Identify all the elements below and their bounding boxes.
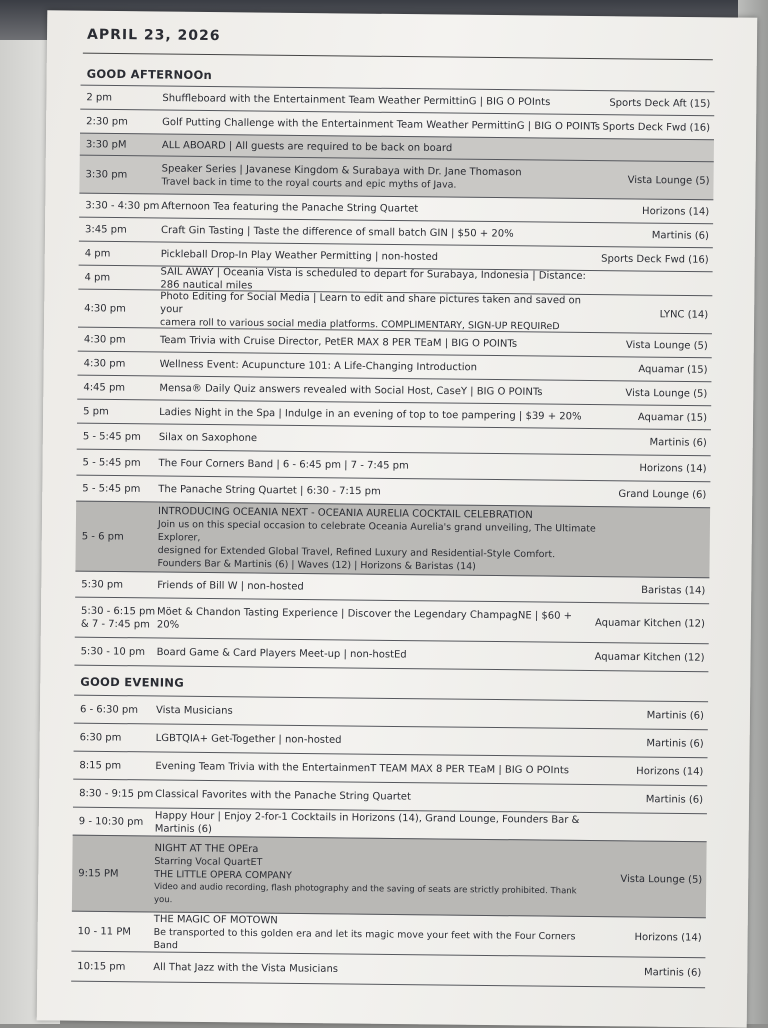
event-venue: Aquamar Kitchen (12) bbox=[594, 617, 705, 630]
event-title: Happy Hour | Enjoy 2-for-1 Cocktails in Horizons (14), Grand Lounge, Founders Bar & Martinis (6) bbox=[154, 810, 580, 836]
event-venue: Martinis (6) bbox=[646, 710, 705, 722]
event-time bbox=[81, 578, 123, 591]
time-text: 3:30 pm bbox=[85, 169, 128, 181]
event-time bbox=[85, 247, 111, 260]
event-time bbox=[86, 138, 127, 151]
event-time bbox=[82, 482, 140, 496]
event-title: Team Trivia with Cruise Director, PetER MAX 8 PER TEaM | BIG O POINTs bbox=[159, 335, 518, 350]
event-description bbox=[161, 224, 601, 242]
event-venue: Martinis (6) bbox=[646, 738, 704, 750]
event-title: Wellness Event: Acupuncture 101: A Life-Changing Introduction bbox=[159, 359, 478, 374]
event-description bbox=[155, 760, 595, 778]
event-description bbox=[161, 163, 601, 194]
event-description bbox=[162, 92, 602, 110]
event-time bbox=[85, 223, 127, 236]
time-text: 10 - 11 PM bbox=[77, 926, 131, 938]
time-text: 5:30 - 10 pm bbox=[80, 646, 146, 658]
event-description bbox=[157, 579, 597, 597]
event-title: LGBTQIA+ Get-Together | non-hosted bbox=[155, 732, 342, 746]
event-time bbox=[78, 867, 118, 880]
event-title: Golf Putting Challenge with the Entertainment Team Weather PermittinG | BIG O POINTs bbox=[162, 117, 601, 133]
event-time bbox=[82, 530, 124, 543]
time-text: 3:45 pm bbox=[84, 224, 127, 236]
page-date: APRIL 23, 2026 bbox=[86, 26, 221, 45]
event-venue: Horizons (14) bbox=[639, 463, 707, 475]
event-description bbox=[159, 431, 599, 449]
event-venue: Aquamar (15) bbox=[637, 412, 708, 424]
event-title: NIGHT AT THE OPEra bbox=[154, 842, 259, 856]
event-subtext: Starring Vocal QuartET bbox=[154, 855, 263, 869]
event-title: Evening Team Trivia with the EntertainmenT TEAM MAX 8 PER TEaM | BIG O POInts bbox=[155, 760, 570, 777]
event-venue: Martinis (6) bbox=[645, 794, 704, 806]
event-subtext: Founders Bar & Martinis (6) | Waves (12) | Horizons & Baristas (14) bbox=[157, 557, 476, 573]
event-description bbox=[156, 732, 596, 750]
event-description bbox=[157, 505, 598, 575]
time-text: 5 - 6 pm bbox=[81, 531, 124, 543]
event-title: Classical Favorites with the Panache String Quartet bbox=[155, 788, 411, 803]
event-venue: Vista Lounge (5) bbox=[625, 339, 708, 352]
event-title: SAIL AWAY | Oceania Vista is scheduled to depart for Surabaya, Indonesia | Distance: 286 nautical miles bbox=[160, 266, 586, 292]
event-venue: Aquamar (15) bbox=[638, 364, 708, 376]
event-title: Friends of Bill W | non-hosted bbox=[157, 579, 304, 593]
event-time bbox=[77, 960, 125, 974]
time-text: 4:30 pm bbox=[83, 334, 126, 346]
afternoon-title: GOOD AFTERNOOn bbox=[86, 66, 213, 83]
event-title: Ladies Night in the Spa | Indulge in an evening of top to toe pampering | $39 + 20% bbox=[159, 407, 582, 423]
event-venue: Aquamar Kitchen (12) bbox=[594, 651, 705, 664]
event-time bbox=[83, 405, 109, 418]
event-time bbox=[83, 456, 141, 470]
event-title: Mensa® Daily Quiz answers revealed with Social Host, CaseY | BIG O POINTs bbox=[159, 383, 543, 399]
event-description bbox=[156, 704, 596, 722]
event-time bbox=[81, 605, 155, 632]
event-description bbox=[160, 334, 600, 352]
event-description bbox=[159, 406, 599, 424]
time-text: 5:30 pm bbox=[81, 579, 124, 591]
event-time bbox=[84, 271, 110, 284]
time-text: 5 pm bbox=[83, 406, 109, 418]
time-text: 8:30 - 9:15 pm bbox=[79, 788, 154, 800]
event-time bbox=[84, 333, 126, 346]
event-subtext: designed for Extended Global Travel, Refined Luxury and Residential-Style Comfort. bbox=[157, 544, 556, 561]
time-text: 9:15 PM bbox=[78, 868, 119, 880]
schedule-sheet bbox=[37, 10, 758, 1027]
event-title: THE MAGIC OF MOTOWN bbox=[153, 913, 278, 927]
event-time bbox=[86, 91, 112, 104]
time-text: 2:30 pm bbox=[86, 116, 128, 128]
event-venue: Sports Deck Fwd (16) bbox=[602, 121, 711, 134]
event-venue: Baristas (14) bbox=[641, 585, 706, 597]
event-time bbox=[86, 168, 128, 181]
event-subtext: Be transported to this golden era and let its magic move your feet with the Four Corners Band bbox=[153, 926, 576, 952]
event-description bbox=[159, 382, 599, 400]
event-time bbox=[79, 787, 153, 801]
time-text: & 7 - 7:45 pm bbox=[80, 618, 150, 631]
event-description bbox=[158, 483, 598, 501]
event-time bbox=[84, 302, 126, 315]
event-description bbox=[162, 116, 602, 134]
event-title: Craft Gin Tasting | Taste the difference of small batch GIN | $50 + 20% bbox=[160, 225, 514, 240]
event-title: INTRODUCING OCEANIA NEXT - OCEANIA AURELIA COCKTAIL CELEBRATION bbox=[158, 505, 533, 521]
time-text: 4 pm bbox=[84, 272, 111, 284]
event-subtext: camera roll to various social media platforms. COMPLIMENTARY, SIGN-UP REQUIReD bbox=[159, 317, 560, 333]
event-title: Shuffleboard with the Entertainment Team Weather PermittinG | BIG O POInts bbox=[162, 93, 551, 109]
event-time bbox=[85, 199, 159, 213]
event-time bbox=[80, 703, 138, 717]
event-description bbox=[159, 457, 599, 475]
event-time bbox=[84, 357, 126, 370]
event-title: Speaker Series | Javanese Kingdom & Surabaya with Dr. Jane Thomason bbox=[161, 163, 522, 179]
event-time bbox=[78, 925, 131, 939]
time-text: 5 - 5:45 pm bbox=[82, 431, 141, 443]
event-title: ALL ABOARD | All guests are required to be back on board bbox=[161, 140, 453, 155]
event-time bbox=[79, 759, 121, 772]
divider bbox=[83, 53, 713, 61]
event-venue: Sports Deck Aft (15) bbox=[609, 97, 711, 110]
schedule-row bbox=[75, 501, 710, 579]
event-description bbox=[160, 358, 600, 376]
schedule-row bbox=[72, 835, 707, 919]
event-description bbox=[153, 961, 593, 979]
event-subtext: Join us on this special occasion to celebrate Oceania Aurelia's grand unveiling, The Ultimate Explorer, bbox=[157, 518, 596, 544]
event-title: All That Jazz with the Vista Musicians bbox=[153, 961, 339, 975]
time-text: 9 - 10:30 pm bbox=[78, 816, 144, 828]
time-text: 4:30 pm bbox=[84, 303, 126, 315]
event-title: The Four Corners Band | 6 - 6:45 pm | 7 - 7:45 pm bbox=[158, 458, 409, 472]
event-venue: Horizons (14) bbox=[642, 206, 710, 218]
event-venue: Vista Lounge (5) bbox=[627, 174, 710, 187]
event-venue: Martinis (6) bbox=[649, 437, 707, 449]
event-time bbox=[81, 645, 146, 659]
event-description bbox=[161, 248, 601, 266]
event-description bbox=[153, 913, 593, 957]
event-description bbox=[157, 646, 597, 664]
event-title: The Panache String Quartet | 6:30 - 7:15 pm bbox=[158, 483, 381, 498]
time-text: 10:15 pm bbox=[77, 961, 126, 973]
event-venue: Horizons (14) bbox=[636, 766, 704, 778]
time-text: 8:15 pm bbox=[79, 760, 122, 772]
time-text: 3:30 - 4:30 pm bbox=[85, 200, 160, 212]
time-text: 3:30 pM bbox=[85, 139, 127, 151]
event-description bbox=[161, 200, 601, 218]
event-venue: Sports Deck Fwd (16) bbox=[601, 253, 709, 266]
event-title: Afternoon Tea featuring the Panache String Quartet bbox=[161, 201, 419, 215]
event-time bbox=[86, 115, 128, 128]
event-description bbox=[162, 139, 602, 157]
event-venue: LYNC (14) bbox=[659, 309, 709, 321]
event-venue: Martinis (6) bbox=[643, 967, 702, 979]
event-subtext: Video and audio recording, flash photography and the saving of seats are strictly prohibited. Thank you. bbox=[153, 881, 577, 906]
time-text: 4:45 pm bbox=[83, 382, 126, 394]
event-time bbox=[83, 381, 125, 394]
event-time bbox=[83, 430, 141, 444]
time-text: 6:30 pm bbox=[79, 732, 122, 744]
event-venue: Martinis (6) bbox=[651, 230, 710, 242]
time-text: 6 - 6:30 pm bbox=[79, 704, 139, 716]
event-title: Photo Editing for Social Media | Learn to edit and share pictures taken and saved on your bbox=[160, 291, 582, 316]
event-title: Silax on Saxophone bbox=[158, 432, 258, 445]
time-text: 4 pm bbox=[84, 248, 111, 260]
event-venue: Horizons (14) bbox=[634, 932, 702, 944]
schedule-row bbox=[74, 637, 708, 673]
event-title: Vista Musicians bbox=[155, 704, 233, 717]
event-venue: Vista Lounge (5) bbox=[625, 387, 708, 400]
event-description bbox=[154, 842, 595, 912]
time-text: 5 - 5:45 pm bbox=[82, 483, 141, 495]
time-text: 2 pm bbox=[86, 92, 113, 104]
event-description bbox=[155, 788, 595, 806]
event-title: Pickleball Drop-In Play Weather Permitting | non-hosted bbox=[160, 249, 439, 263]
evening-title: GOOD EVENING bbox=[80, 674, 185, 690]
event-description bbox=[160, 290, 600, 334]
event-title: Board Game & Card Players Meet-up | non-hostEd bbox=[156, 646, 407, 661]
event-venue: Vista Lounge (5) bbox=[620, 873, 703, 886]
time-text: 5 - 5:45 pm bbox=[82, 457, 141, 469]
event-subtext: THE LITTLE OPERA COMPANY bbox=[154, 868, 292, 882]
event-subtext: Travel back in time to the royal courts and epic myths of Java. bbox=[161, 176, 457, 191]
time-text: 4:30 pm bbox=[83, 358, 126, 370]
event-title: Möet & Chandon Tasting Experience | Discover the Legendary ChampagNE | $60 + 20% bbox=[156, 606, 573, 631]
event-description bbox=[157, 605, 597, 636]
event-venue: Grand Lounge (6) bbox=[618, 488, 707, 501]
time-text: 5:30 - 6:15 pm bbox=[80, 605, 156, 618]
event-time bbox=[79, 815, 144, 829]
event-time bbox=[80, 731, 122, 744]
